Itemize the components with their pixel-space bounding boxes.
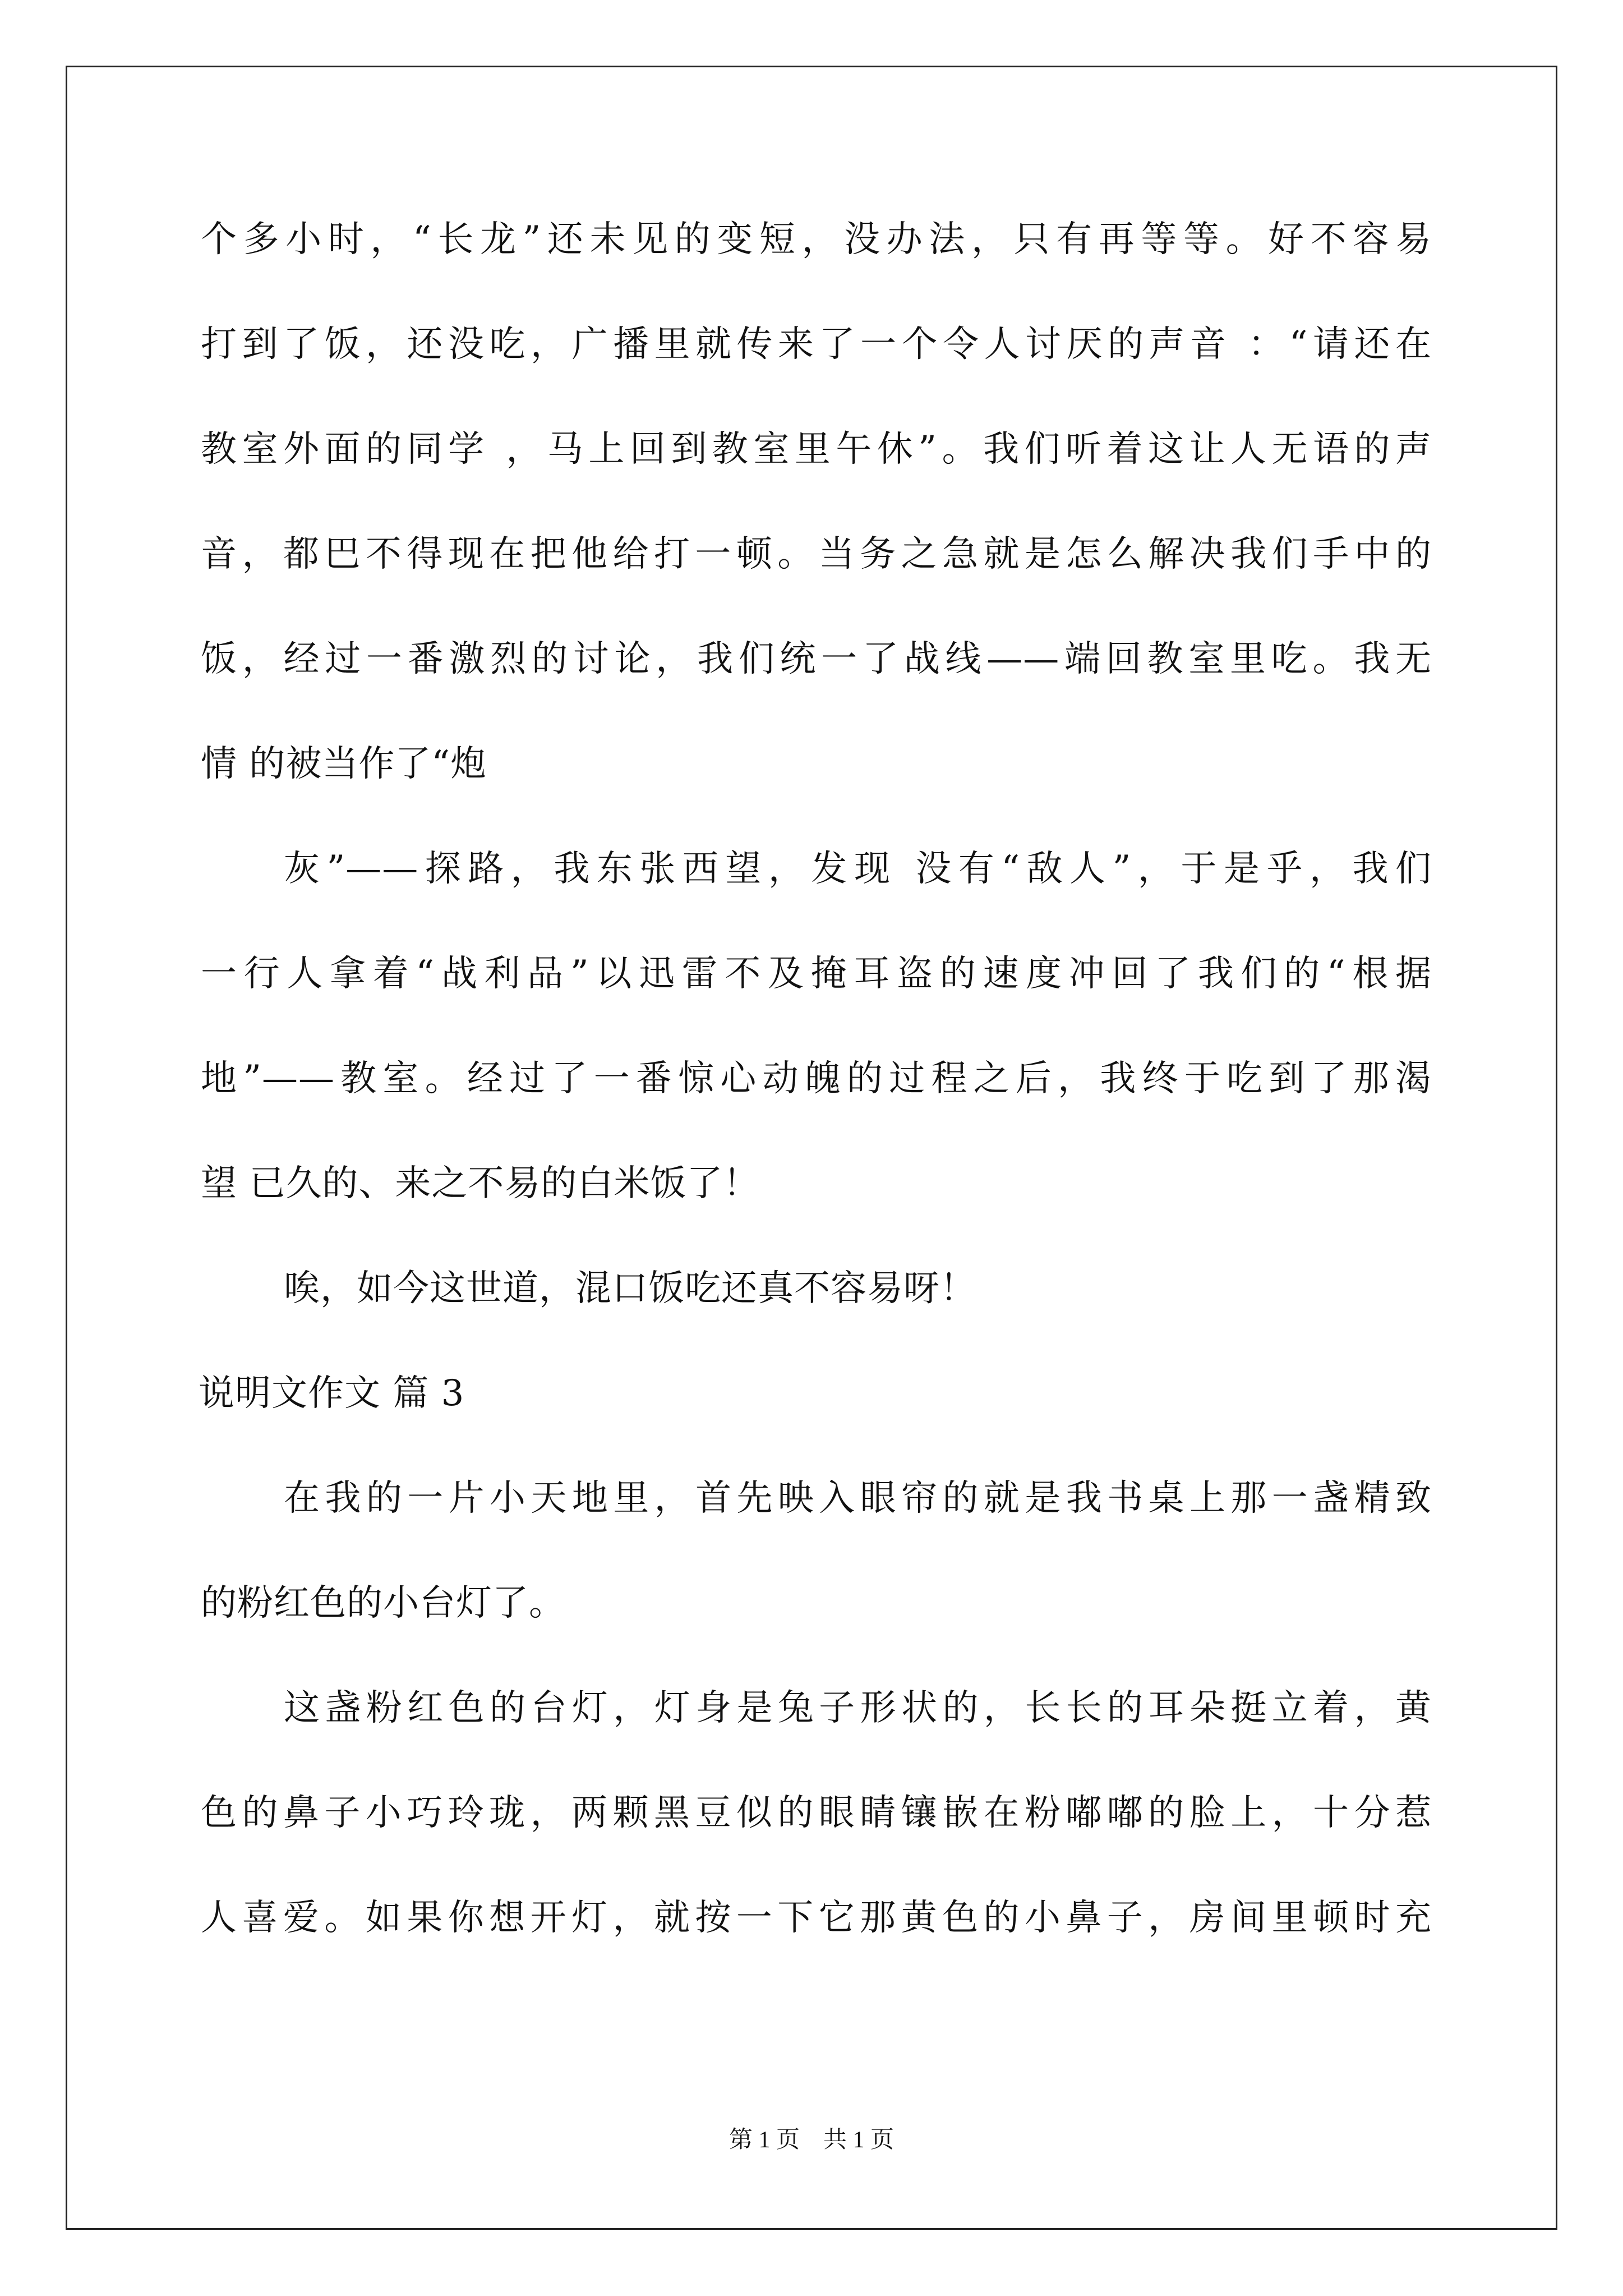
paragraph-line: 这盏粉红色的台灯，灯身是兔子形状的，长长的耳朵挺立着，黄 [284, 1687, 1432, 1729]
page-footer: 第 1 页 共 1 页 [728, 2127, 894, 2153]
paragraph-line: 灰”——探路，我东张西望，发现 没有“敌人”，于是乎，我们 [284, 848, 1432, 890]
paragraph-line: 色的鼻子小巧玲珑，两颗黑豆似的眼睛镶嵌在粉嘟嘟的脸上，十分惹 [201, 1792, 1432, 1834]
paragraph-line: 地”——教室。经过了一番惊心动魄的过程之后，我终于吃到了那渴 [201, 1058, 1432, 1099]
paragraph-line: 饭，经过一番激烈的讨论，我们统一了战线——端回教室里吃。我无 [201, 638, 1432, 680]
paragraph-line: 打到了饭，还没吃，广播里就传来了一个令人讨厌的声音 ：“请还在 [201, 324, 1432, 365]
paragraph-line: 音，都巴不得现在把他给打一顿。当务之急就是怎么解决我们手中的 [201, 533, 1432, 575]
paragraph-line: 唉，如今这世道，混口饭吃还真不容易呀！ [284, 1268, 976, 1309]
paragraph-line: 人喜爱。如果你想开灯，就按一下它那黄色的小鼻子，房间里顿时充 [201, 1897, 1432, 1939]
paragraph-line: 的粉红色的小台灯了。 [201, 1582, 565, 1624]
paragraph-line: 情 的被当作了“炮 [201, 743, 487, 785]
paragraph-line: 教室外面的同学 ，马上回到教室里午休”。我们听着这让人无语的声 [201, 429, 1432, 470]
paragraph-line: 一行人拿着“战利品”以迅雷不及掩耳盗的速度冲回了我们的“根据 [201, 953, 1432, 995]
section-heading: 说明文作文 篇 3 [199, 1373, 465, 1414]
paragraph-line: 在我的一片小天地里，首先映入眼帘的就是我书桌上那一盏精致 [284, 1478, 1432, 1519]
paragraph-line: 望 已久的、来之不易的白米饭了！ [201, 1163, 760, 1204]
document-body [201, 214, 1432, 1998]
paragraph-line: 个多小时，“长龙”还未见的变短，没办法，只有再等等。好不容易 [201, 219, 1432, 260]
